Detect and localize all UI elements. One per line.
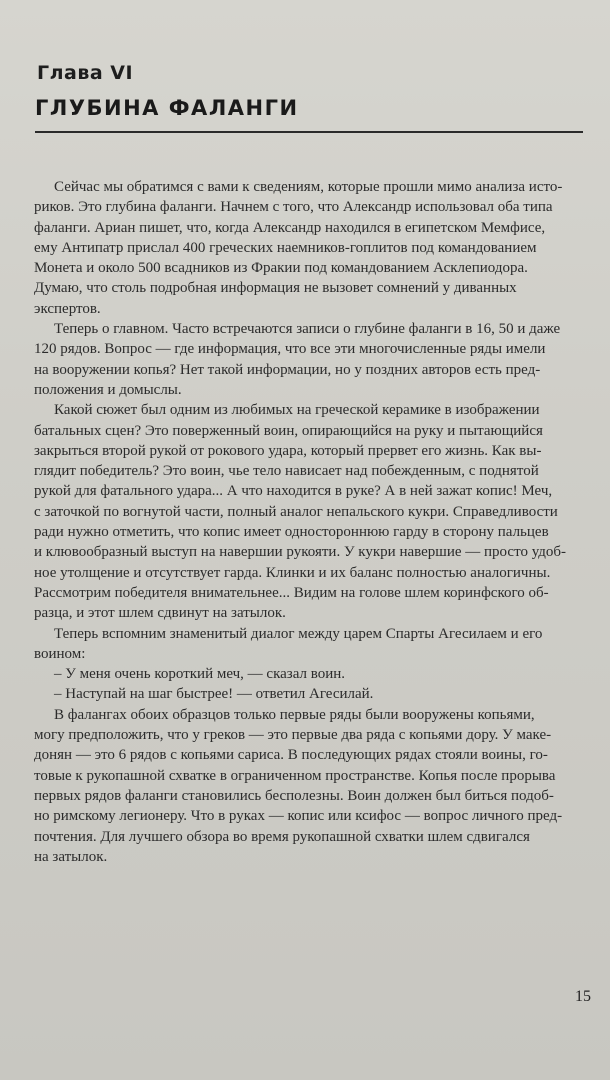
text-line: закрыться второй рукой от рокового удара, который прервет его жизнь. Как вы-	[34, 442, 542, 459]
text-line: ное утолщение и отсутствует гарда. Клинки и их баланс полностью аналогичны.	[34, 564, 551, 581]
text-line: товые к рукопашной схватке в ограниченном пространстве. Копья после прорыва	[34, 767, 556, 784]
text-line: батальных сцен? Это поверженный воин, опирающийся на руку и пытающийся	[34, 422, 543, 439]
text-line: ради нужно отметить, что копис имеет одностороннюю гарду в сторону пальцев	[34, 524, 549, 541]
chapter-label: Глава VI	[37, 62, 134, 84]
text-line: воином:	[34, 645, 86, 662]
text-line: Теперь вспомним знаменитый диалог между царем Спарты Агесилаем и его	[54, 625, 543, 642]
text-line: экспертов.	[34, 300, 101, 317]
text-line: риков. Это глубина фаланги. Начнем с того, что Александр использовал оба типа	[34, 199, 553, 216]
text-line: разца, и этот шлем сдвинут на затылок.	[34, 605, 286, 622]
text-line: Монета и около 500 всадников из Фракии под командованием Асклепиодора.	[34, 260, 528, 277]
title-divider	[35, 131, 583, 133]
page-number: 15	[575, 988, 591, 1005]
text-line: на вооружении копья? Нет такой информации, но у поздних авторов есть пред-	[34, 361, 541, 378]
text-line: Какой сюжет был одним из любимых на греческой керамике в изображении	[54, 402, 540, 419]
text-line: рукой для фатального удара... А что находится в руке? А в ней зажат копис! Меч,	[34, 483, 553, 500]
text-line: почтения. Для лучшего обзора во время рукопашной схватки шлем сдвигался	[34, 828, 530, 845]
text-line: но римскому легионеру. Что в руках — копис или ксифос — вопрос личного пред-	[34, 808, 563, 825]
text-line: могу предположить, что у греков — это первые два ряда с копьями дору. У маке-	[34, 727, 552, 744]
text-line: Думаю, что столь подробная информация не вызовет сомнений у диванных	[34, 280, 517, 297]
body-text	[34, 177, 594, 867]
text-line: фаланги. Ариан пишет, что, когда Александр находился в египетском Мемфисе,	[34, 219, 546, 236]
text-line: – У меня очень короткий меч, — сказал воин.	[54, 666, 346, 683]
chapter-title: ГЛУБИНА ФАЛАНГИ	[35, 96, 299, 120]
text-line: Сейчас мы обратимся с вами к сведениям, которые прошли мимо анализа исто-	[54, 179, 563, 195]
text-line: 120 рядов. Вопрос — где информация, что все эти многочисленные ряды имели	[34, 341, 546, 358]
text-line: В фалангах обоих образцов только первые ряды были вооружены копьями,	[54, 706, 535, 723]
text-line: Рассмотрим победителя внимательнее... Видим на голове шлем коринфского об-	[34, 584, 549, 601]
text-line: – Наступай на шаг быстрее! — ответил Агесилай.	[54, 686, 374, 703]
text-line: с заточкой по вогнутой части, полный аналог непальского кукри. Справедливости	[34, 503, 558, 520]
text-line: Теперь о главном. Часто встречаются записи о глубине фаланги в 16, 50 и даже	[54, 321, 561, 338]
text-line: на затылок.	[34, 848, 108, 865]
text-line: глядит победитель? Это воин, чье тело нависает над побежденным, с поднятой	[34, 463, 539, 480]
text-line: первых рядов фаланги становились бесполезны. Воин должен был биться подоб-	[34, 787, 554, 804]
text-line: и клювообразный выступ на навершии рукояти. У кукри навершие — просто удоб-	[34, 544, 567, 561]
text-line: донян — это 6 рядов с копьями сариса. В последующих рядах стояли воины, го-	[34, 747, 548, 764]
text-line: положения и домыслы.	[34, 381, 182, 398]
text-line: ему Антипатр прислал 400 греческих наемников-гоплитов под командованием	[34, 239, 537, 256]
